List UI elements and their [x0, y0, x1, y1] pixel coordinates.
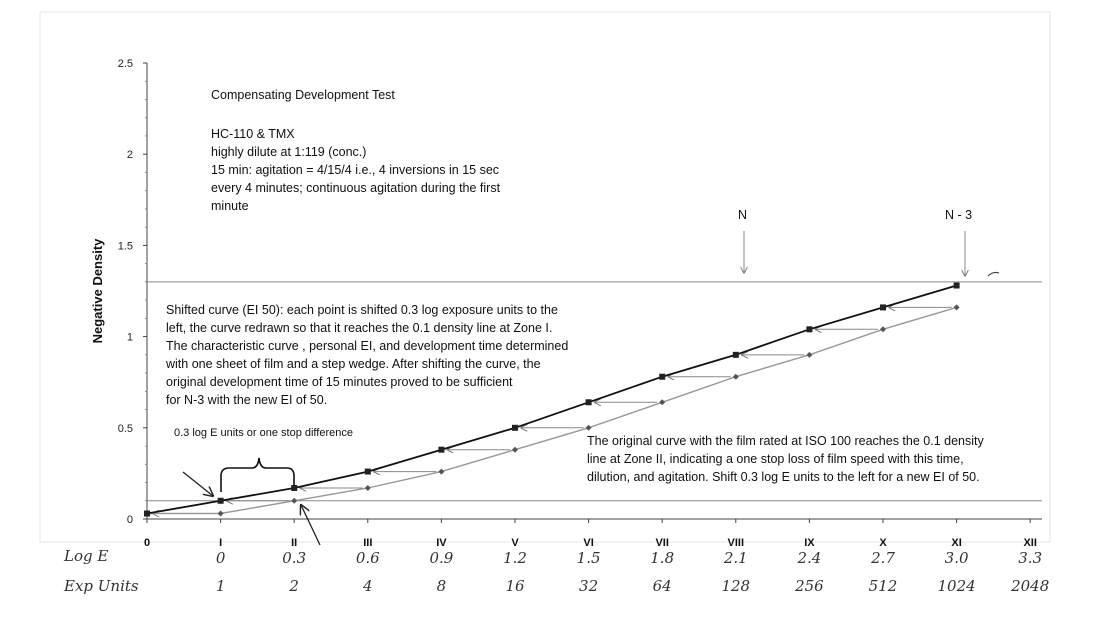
exp-units-value: 1024 — [937, 577, 976, 595]
log-e-row-label: Log E — [64, 547, 109, 565]
log-e-value: 2.7 — [871, 549, 895, 567]
zone-ii-pointer-arrow — [301, 505, 320, 545]
original-curve-point — [659, 399, 665, 405]
zone-label-5: V — [511, 537, 519, 549]
test-title: Compensating Development Test — [211, 88, 395, 102]
n-label: N — [738, 208, 748, 222]
original-curve-point — [586, 425, 592, 431]
y-tick-label: 0.5 — [117, 422, 133, 435]
one-stop-brace — [221, 458, 294, 492]
original-curve-point — [806, 352, 812, 358]
log-e-value: 2.1 — [723, 549, 748, 567]
original-note-line-1: The original curve with the film rated at ISO 100 reaches the 0.1 density — [587, 434, 984, 448]
exp-units-value: 2048 — [1011, 577, 1050, 595]
y-tick-label: 0 — [126, 514, 133, 526]
exp-units-value: 2 — [289, 577, 299, 595]
zone-label-4: IV — [436, 537, 447, 549]
shifted-curve-point — [365, 469, 371, 475]
exp-units-value: 1 — [215, 577, 226, 595]
process-line-3: 15 min: agitation = 4/15/4 i.e., 4 inversions in 15 sec — [211, 163, 500, 177]
shifted-curve-point — [954, 283, 960, 289]
shifted-curve-point — [512, 425, 518, 431]
y-axis-label: Negative Density — [90, 238, 105, 344]
exp-units-value: 512 — [868, 577, 898, 595]
log-e-value: 0 — [215, 549, 226, 567]
shifted-note-line-6: for N-3 with the new EI of 50. — [166, 393, 328, 407]
zone-label-1: I — [219, 537, 223, 549]
exp-units-value: 16 — [505, 577, 525, 595]
shifted-curve-point — [880, 304, 886, 310]
zone-label-8: VIII — [727, 537, 745, 549]
process-line-4: every 4 minutes; continuous agitation during the first — [211, 181, 501, 195]
shifted-note-line-1: Shifted curve (EI 50): each point is shifted 0.3 log exposure units to the — [166, 303, 558, 317]
log-e-value: 1.8 — [650, 549, 675, 567]
log-e-value: 2.4 — [797, 549, 822, 567]
shifted-note-line-5: original development time of 15 minutes proved to be sufficient — [166, 375, 513, 389]
shifted-curve-point — [586, 399, 592, 405]
y-tick-label: 2.5 — [117, 58, 133, 70]
shifted-curve-point — [438, 447, 444, 453]
exp-units-value: 256 — [795, 577, 824, 595]
exp-units-value: 32 — [579, 577, 599, 595]
log-e-row — [216, 549, 1042, 567]
shifted-curve-point — [733, 352, 739, 358]
shifted-curve-point — [218, 498, 224, 504]
zone-i-pointer-arrow — [183, 472, 213, 496]
shifted-note-line-3: The characteristic curve , personal EI, and development time determined — [166, 339, 569, 353]
shifted-curve-point — [806, 326, 812, 332]
log-e-value: 3.0 — [944, 549, 969, 567]
original-curve-point — [365, 485, 371, 491]
log-e-value: 1.5 — [576, 549, 601, 567]
zone-label-3: III — [363, 537, 373, 549]
process-line-5: minute — [211, 199, 249, 213]
zone-label-12: XII — [1023, 537, 1037, 549]
original-curve-point — [512, 447, 518, 453]
log-e-value: 0.9 — [429, 549, 454, 567]
zone-label-11: XI — [951, 537, 962, 549]
log-e-value: 1.2 — [503, 549, 527, 567]
zone-label-0: 0 — [143, 537, 151, 549]
exp-units-value: 64 — [652, 577, 672, 595]
original-curve-point — [954, 304, 960, 310]
zone-label-6: VI — [583, 537, 594, 549]
zone-label-7: VII — [655, 537, 669, 549]
exp-units-row — [216, 577, 1049, 595]
shifted-note-line-2: left, the curve redrawn so that it reaches the 0.1 density line at Zone I. — [166, 321, 553, 335]
log-e-value: 3.3 — [1018, 549, 1043, 567]
y-tick-label: 1 — [126, 331, 133, 344]
n3-label: N - 3 — [945, 208, 973, 222]
original-curve-point — [218, 511, 224, 517]
original-curve-point — [438, 469, 444, 475]
original-curve-point — [291, 498, 297, 504]
original-curve-point — [880, 326, 886, 332]
exp-units-value: 128 — [721, 577, 751, 595]
stop-difference-note: 0.3 log E units or one stop difference — [174, 427, 353, 439]
zone-label-10: X — [879, 537, 887, 549]
log-e-value: 0.3 — [282, 549, 307, 567]
exp-units-value: 4 — [363, 577, 373, 595]
exp-units-value: 8 — [436, 577, 447, 595]
pen-mark — [988, 272, 999, 276]
process-line-2: highly dilute at 1:119 (conc.) — [211, 145, 367, 159]
log-e-value: 0.6 — [355, 549, 380, 567]
exp-units-row-label: Exp Units — [64, 577, 139, 595]
zone-labels — [144, 519, 1037, 549]
y-tick-label: 1.5 — [117, 240, 133, 253]
original-curve-point — [733, 374, 739, 380]
shifted-curve-point — [144, 511, 150, 517]
shifted-curve-point — [659, 374, 665, 380]
process-line-1: HC-110 & TMX — [211, 127, 295, 141]
zone-label-2: II — [291, 537, 298, 549]
original-note-line-2: line at Zone II, indicating a one stop loss of film speed with this time, — [587, 452, 964, 466]
zone-label-9: IX — [804, 537, 815, 549]
shifted-note-line-4: with one sheet of film and a step wedge. After shifting the curve, the — [166, 357, 541, 371]
y-ticks — [118, 58, 147, 526]
y-tick-label: 2 — [126, 149, 133, 162]
original-note-line-3: dilution, and agitation. Shift 0.3 log E units to the left for a new EI of 50. — [587, 470, 980, 484]
